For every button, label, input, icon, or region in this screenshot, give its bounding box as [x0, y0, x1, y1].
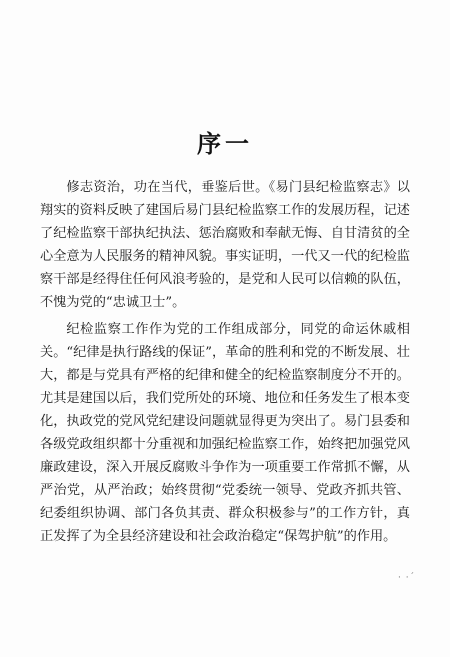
paragraph-2: 纪检监察工作作为党的工作组成部分，同党的命运休戚相关。“纪律是执行路线的保证”，革命的胜利和党的不断发展、壮大，都是与党具有严格的纪律和健全的纪检监察制度分不开的。尤其是建国以后，我们党所处的环境、地位和任务发生了根本变化，执政党的党风党纪建设问题就显得更为突出了。易门县委和各级党政组织都十分重视和加强纪检监察工作，始终把加强党风廉政建设，深入开展反腐败斗争作为一项重要工作常抓不懈，从严治党，从严治政；始终贯彻“党委统一领导、党政齐抓共管、纪委组织协调、部门各负其责、群众积极参与”的工作方针，真正发挥了为全县经济建设和社会政治稳定“保驾护航”的作用。	[40, 322, 410, 544]
paragraph-1: 修志资治，功在当代，垂鉴后世。《易门县纪检监察志》以翔实的资料反映了建国后易门县纪检监察工作的发展历程，记述了纪检监察干部执纪执法、惩治腐败和奉献无悔、自甘清贫的全心全意为人民服务的精神风貌。事实证明，一代又一代的纪检监察干部是经得住任何风浪考验的，是党和人民可以信赖的队伍，不愧为党的“忠诚卫士”。	[40, 180, 410, 310]
body-text	[40, 176, 410, 552]
page-title: 序一	[197, 130, 253, 158]
scan-mark-decoration: · ·´	[398, 573, 416, 583]
